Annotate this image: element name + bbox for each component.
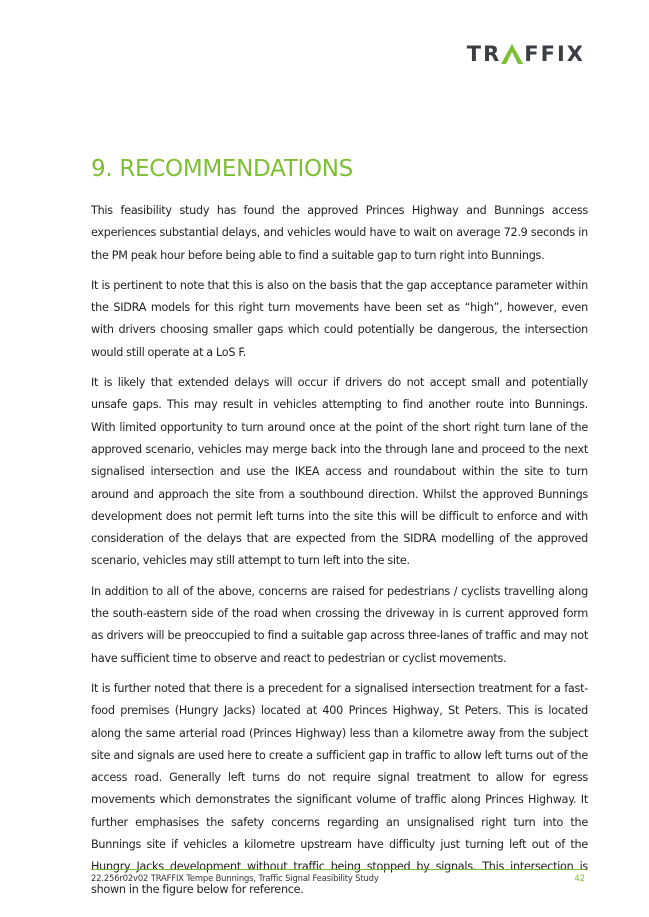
logo-a-mark-icon [501, 44, 523, 64]
traffix-logo [467, 42, 585, 66]
logo-text-prefix: TR [466, 42, 502, 66]
footer-document-ref: 22.256r02v02 TRAFFIX Tempe Bunnings, Traffic Signal Feasibility Study [91, 873, 379, 883]
paragraph: In addition to all of the above, concerns are raised for pedestrians / cyclists travelling along the south-eastern side of the road when crossing the driveway in is current approved form as drivers will be preoccupied to find a suitable gap across three-lanes of traffic and may not have sufficient time to observe and react to pedestrian or cyclist movements. [91, 584, 588, 665]
logo-text-suffix: FFIX [524, 42, 585, 66]
body-content [91, 200, 588, 909]
section-heading: 9. RECOMMENDATIONS [91, 156, 353, 182]
footer-page-number: 42 [574, 873, 585, 883]
footer-divider [91, 869, 585, 870]
paragraph: It is further noted that there is a precedent for a signalised intersection treatment for a fast-food premises (Hungry Jacks) located at 400 Princes Highway, St Peters. This is located along the same arterial road (Princes Highway) less than a kilometre away from the subject site and signals are used here to create a sufficient gap in traffic to allow left turns out of the access road. Generally left turns do not require signal treatment to allow for egress movements which demonstrates the significant volume of traffic along Princes Highway. It further emphasises the safety concerns regarding an unsignalised right turn into the Bunnings site if vehicles a kilometre upstream have difficulty just turning left out of the Hungry Jacks development without traffic being stopped by signals. This intersection is shown in the figure below for reference. [91, 681, 588, 896]
paragraph: It is pertinent to note that this is also on the basis that the gap acceptance parameter within the SIDRA models for this right turn movements have been set as “high”, however, even with drivers choosing smaller gaps which could potentially be dangerous, the intersection would still operate at a LoS F. [91, 278, 588, 359]
paragraph: This feasibility study has found the approved Princes Highway and Bunnings access experiences substantial delays, and vehicles would have to wait on average 72.9 seconds in the PM peak hour before being able to find a suitable gap to turn right into Bunnings. [91, 204, 588, 262]
paragraph: It is likely that extended delays will occur if drivers do not accept small and potentially unsafe gaps. This may result in vehicles attempting to find another route into Bunnings. With limited opportunity to turn around once at the point of the short right turn lane of the approved scenario, vehicles may merge back into the through lane and proceed to the next signalised intersection and use the IKEA access and roundabout within the site to turn around and approach the site from a southbound direction. Whilst the approved Bunnings development does not permit left turns into the site this will be difficult to enforce and with consideration of the delays that are expected from the SIDRA modelling of the approved scenario, vehicles may still attempt to turn left into the site. [91, 376, 588, 568]
